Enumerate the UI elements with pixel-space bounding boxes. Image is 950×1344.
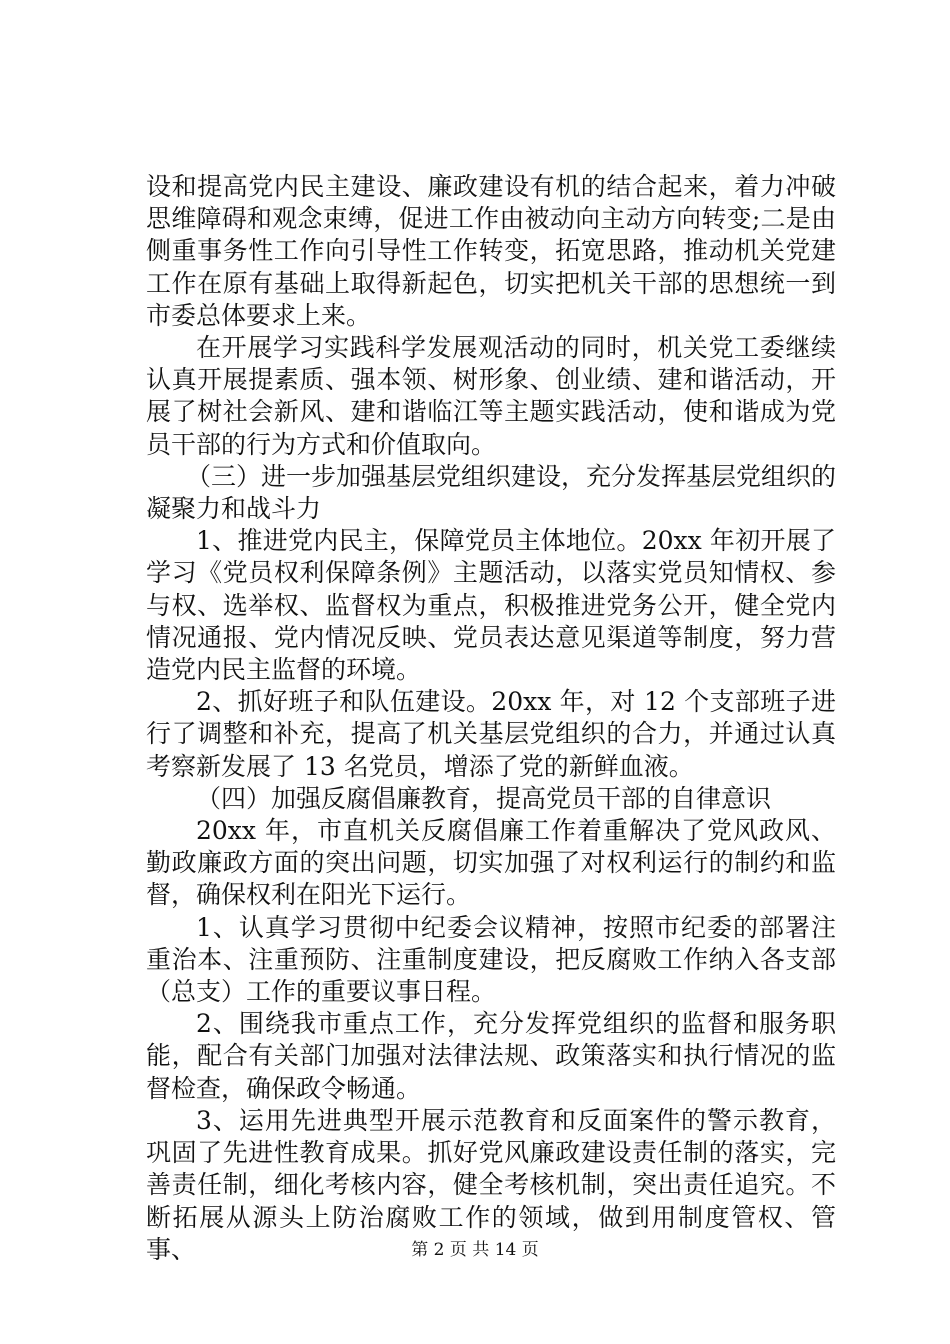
paragraph-item-2-team-building: 2、抓好班子和队伍建设。20xx 年，对 12 个支部班子进行了调整和补充，提高了机关基层党组织的合力，并通过认真考察新发展了 13 名党员，增添了党的新鲜血液。	[146, 687, 836, 781]
page-footer: 第 2 页 共 14 页	[411, 1240, 539, 1260]
paragraph-anti-corruption-intro: 20xx 年，市直机关反腐倡廉工作着重解决了党风政风、勤政廉政方面的突出问题，切实加强了对权利运行的制约和监督，确保权利在阳光下运行。	[146, 816, 836, 910]
paragraph-item-2-supervision: 2、围绕我市重点工作，充分发挥党组织的监督和服务职能，配合有关部门加强对法律法规、政策落实和执行情况的监督检查，确保政令畅通。	[146, 1009, 836, 1103]
paragraph-practice-activities: 在开展学习实践科学发展观活动的同时，机关党工委继续认真开展提素质、强本领、树形象、创业绩、建和谐活动，开展了树社会新风、建和谐临江等主题实践活动，使和谐成为党员干部的行为方式和价值取向。	[146, 333, 836, 459]
paragraph-item-1-democracy: 1、推进党内民主，保障党员主体地位。20xx 年初开展了学习《党员权利保障条例》主题活动，以落实党员知情权、参与权、选举权、监督权为重点，积极推进党务公开，健全党内情况通报、党内情况反映、党员表达意见渠道等制度，努力营造党内民主监督的环境。	[146, 526, 836, 685]
section-heading-four: （四）加强反腐倡廉教育，提高党员干部的自律意识	[196, 783, 772, 813]
paragraph-item-1-discipline: 1、认真学习贯彻中纪委会议精神，按照市纪委的部署注重治本、注重预防、注重制度建设，把反腐败工作纳入各支部（总支）工作的重要议事日程。	[146, 912, 836, 1007]
section-heading-three: （三）进一步加强基层党组织建设，充分发挥基层党组织的凝聚力和战斗力	[146, 461, 837, 524]
document-body	[146, 171, 836, 1266]
paragraph-continuation: 设和提高党内民主建设、廉政建设有机的结合起来，着力冲破思维障碍和观念束缚，促进工作由被动向主动方向转变;二是由侧重事务性工作向引导性工作转变，拓宽思路，推动机关党建工作在原有基础上取得新起色，切实把机关干部的思想统一到市委总体要求上来。	[146, 172, 836, 330]
paragraph-item-3-education: 3、运用先进典型开展示范教育和反面案件的警示教育，巩固了先进性教育成果。抓好党风廉政建设责任制的落实，完善责任制，细化考核内容，健全考核机制，突出责任追究。不断拓展从源头上防治腐败工作的领域，做到用制度管权、管事、	[146, 1105, 836, 1264]
